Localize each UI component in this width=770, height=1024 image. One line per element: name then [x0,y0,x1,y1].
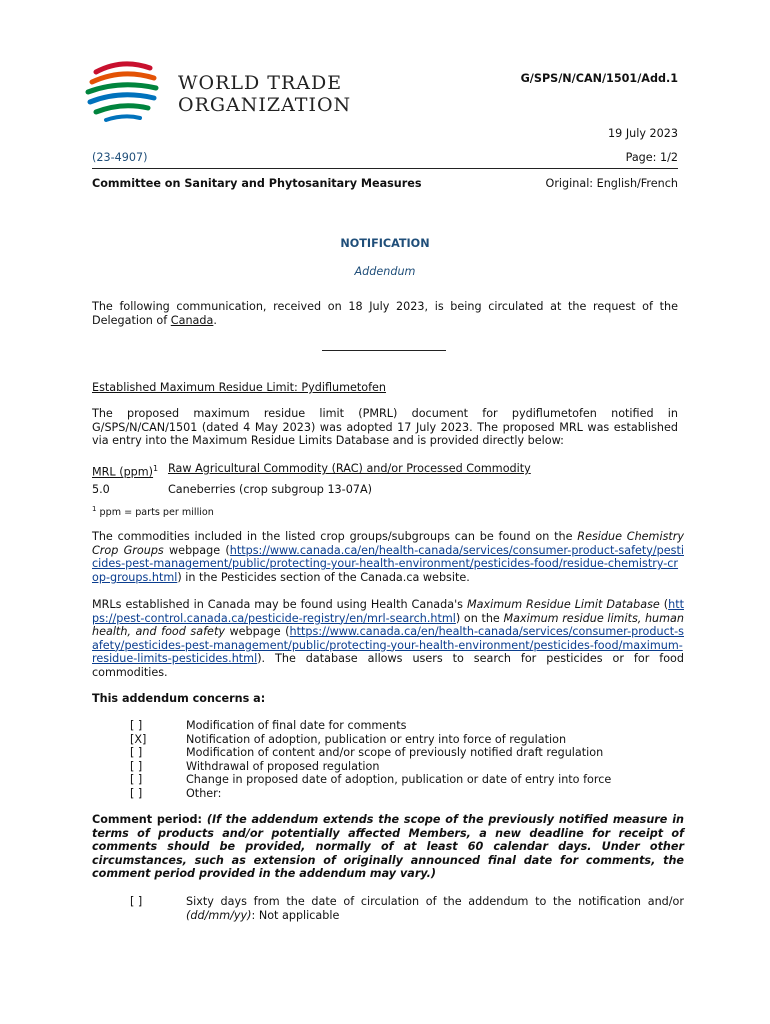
sixty-days-checkbox[interactable]: [ ] [130,895,143,908]
footnote-text: ppm = parts per million [99,507,214,519]
notification-heading: NOTIFICATION [340,237,430,250]
section-heading: Established Maximum Residue Limit: Pydiflumetofen [92,381,387,394]
crop-groups-paragraph [92,530,684,584]
option-label: Other: [186,786,222,800]
option-checkbox[interactable]: [ ] [130,746,143,760]
comment-period-label: Comment period: [92,813,203,826]
footnote [92,503,214,519]
mrl-value: 5.0 [92,483,110,496]
org-name-line2: ORGANIZATION [178,94,352,116]
original-language: Original: English/French [545,177,678,190]
section-paragraph: The proposed maximum residue limit (PMRL) document for pydiflumetofen notified in G/SPS/N/CAN/1501 (dated 4 May 2023) was adopted 17 July 2023. The proposed MRL was established via entry into the Maximum Residue Limits Database and is provided directly below: [92,407,678,448]
footnote-number: 1 [92,505,97,513]
option-label: Modification of content and/or scope of previously notified draft regulation [186,746,604,760]
member-name: Canada [170,313,214,327]
addendum-option [92,760,684,774]
option-checkbox[interactable]: [ ] [130,719,143,732]
addendum-option [92,773,684,787]
option-label: Modification of final date for comments [186,719,407,732]
mrl-header-commodity: Raw Agricultural Commodity (RAC) and/or Processed Commodity [168,462,531,475]
option-label: Notification of adoption, publication or entry into force of regulation [186,732,567,746]
crop-groups-text-c: ) in the Pesticides section of the Canada.ca website. [177,570,470,584]
mrl-database-title: Maximum Residue Limit Database [466,598,660,611]
intro-paragraph [92,300,678,327]
addendum-heading: This addendum concerns a: [92,692,266,705]
mrl-webpage-title: Maximum residue limits, human health, and food safety [92,611,684,639]
document-date: 19 July 2023 [608,127,678,140]
mrl-header-label: MRL (ppm) [92,465,154,479]
crop-groups-text-a: The commodities included in the listed crop groups/subgroups can be found on the [92,530,578,543]
mrl-text-d: webpage ( [224,625,290,639]
comment-period-paragraph [92,813,684,881]
separator-line [322,350,446,351]
mrl-header-ppm [92,462,158,479]
addendum-option [92,746,684,760]
mrl-text-e: ). The database allows users to search for pesticides or for food commodities. [92,652,684,679]
mrl-search-link[interactable]: https://pest-control.canada.ca/pesticide-registry/en/mrl-search.html [92,598,684,625]
option-checkbox[interactable]: [ ] [130,786,143,800]
addendum-option [92,719,684,733]
date-format: (dd/mm/yy) [186,908,252,922]
page-number: Page: 1/2 [625,151,678,164]
wto-emblem-icon [84,56,164,128]
option-checkbox[interactable]: [X] [130,732,147,746]
header-divider [92,168,678,169]
mrl-commodity: Caneberries (crop subgroup 13-07A) [168,483,372,496]
option-checkbox[interactable]: [ ] [130,773,143,787]
mrl-text-a: MRLs established in Canada may be found using Health Canada's [92,598,467,611]
sixty-days-text [186,895,684,922]
addendum-option [92,733,684,747]
option-label: Withdrawal of proposed regulation [186,759,380,773]
org-name [178,72,351,116]
reference-number: (23-4907) [92,151,148,164]
document-symbol: G/SPS/N/CAN/1501/Add.1 [520,72,678,85]
mrl-text-b: ( [659,598,669,611]
mrl-database-paragraph [92,598,684,680]
option-label: Change in proposed date of adoption, publication or date of entry into force [186,773,612,787]
crop-groups-link[interactable]: https://www.canada.ca/en/health-canada/services/consumer-product-safety/pesticides-pest-management/public/protecting-your-health-environment/pesticides-food/residue-chemistry-crop-groups.html [92,543,684,584]
mrl-text-c: ) on the [455,611,504,625]
sixty-days-text-a: Sixty days from the date of circulation of the addendum to the notification and/or [186,895,684,908]
mrl-pesticides-link[interactable]: https://www.canada.ca/en/health-canada/services/consumer-product-safety/pesticides-pest-management/public/protecting-your-health-environment/pesticides-food/maximum-residue-limits-pesticides.html [92,625,684,666]
committee-name: Committee on Sanitary and Phytosanitary Measures [92,177,422,190]
addendum-subheading: Addendum [354,265,416,278]
addendum-option [92,787,684,801]
intro-text-a: The following communication, received on 18 July 2023, is being circulated at the request of the Delegation of [92,300,678,327]
crop-groups-title: Residue Chemistry Crop Groups [92,530,684,557]
footnote-mark: 1 [153,464,159,473]
sixty-days-text-b: : Not applicable [251,908,340,922]
addendum-options [92,719,684,801]
option-checkbox[interactable]: [ ] [130,759,143,773]
crop-groups-text-b: webpage ( [163,543,230,557]
comment-period-text: (If the addendum extends the scope of the previously notified measure in terms of products and/or potentially affected Members, a new deadline for receipt of comments should be provided, normally of at least 60 calendar days. Under other circumstances, such as extension of originally announced final date for comments, the comment period provided in the addendum may vary.) [92,813,684,881]
wto-logo [84,56,164,128]
intro-text-b: . [213,313,217,327]
org-name-line1: WORLD TRADE [178,72,343,94]
